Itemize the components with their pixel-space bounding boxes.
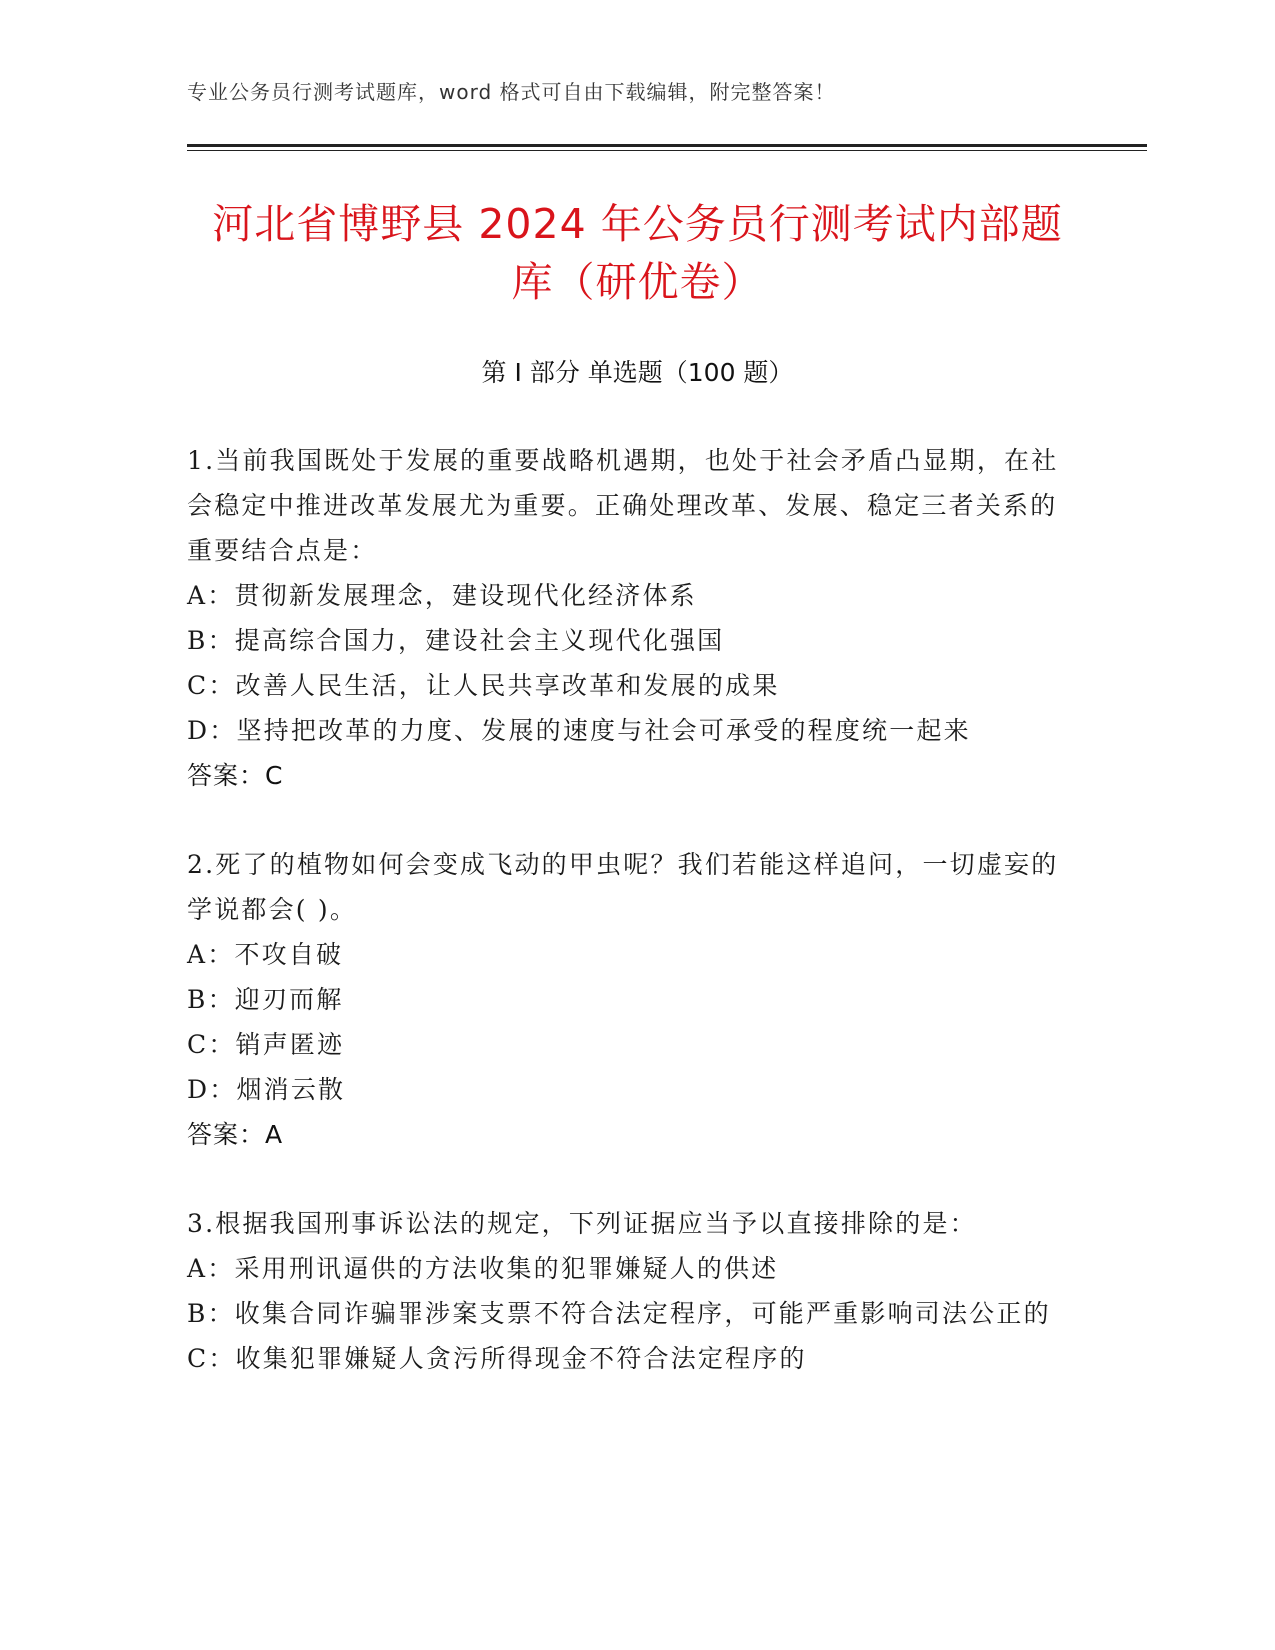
header-note: 专业公务员行测考试题库，word 格式可自由下载编辑，附完整答案！ (187, 80, 836, 104)
title-line-2: 库（研优卷） (511, 258, 764, 306)
answer-line (187, 1112, 1067, 1157)
question-block (187, 1201, 1067, 1381)
question-option: B：迎刃而解 (187, 985, 344, 1014)
question-stem: 1.当前我国既处于发展的重要战略机遇期，也处于社会矛盾凸显期，在社会稳定中推进改革发展尤为重要。正确处理改革、发展、稳定三者关系的重要结合点是： (187, 446, 1059, 565)
answer-line (187, 753, 1067, 798)
question-option: C：收集犯罪嫌疑人贪污所得现金不符合法定程序的 (187, 1344, 807, 1373)
question-stem: 2.死了的植物如何会变成飞动的甲虫呢？我们若能这样追问，一切虚妄的学说都会( )。 (187, 850, 1059, 924)
question-option: D：烟消云散 (187, 1075, 346, 1104)
answer-label: 答案： (187, 761, 266, 790)
question-option: A：采用刑讯逼供的方法收集的犯罪嫌疑人的供述 (187, 1254, 779, 1283)
question-option: B：收集合同诈骗罪涉案支票不符合法定程序，可能严重影响司法公正的 (187, 1299, 1051, 1328)
section-title: 第 I 部分 单选题（100 题） (481, 358, 794, 387)
question-block (187, 438, 1067, 798)
question-option: B：提高综合国力，建设社会主义现代化强国 (187, 626, 725, 655)
header-rule-thin (187, 150, 1147, 151)
answer-value: A (265, 1120, 284, 1149)
question-stem: 3.根据我国刑事诉讼法的规定，下列证据应当予以直接排除的是： (187, 1209, 977, 1238)
question-option: D：坚持把改革的力度、发展的速度与社会可承受的程度统一起来 (187, 716, 971, 745)
answer-value: C (265, 761, 284, 790)
question-list (187, 438, 1067, 1425)
title-line-1: 河北省博野县 2024 年公务员行测考试内部题 (212, 200, 1063, 248)
question-option: C：改善人民生活，让人民共享改革和发展的成果 (187, 671, 780, 700)
question-option: C：销声匿迹 (187, 1030, 345, 1059)
question-option: A：不攻自破 (187, 940, 344, 969)
document-title (150, 195, 1125, 311)
question-option: A：贯彻新发展理念，建设现代化经济体系 (187, 581, 697, 610)
question-block (187, 842, 1067, 1157)
header-rule-thick (187, 144, 1147, 147)
answer-label: 答案： (187, 1120, 266, 1149)
